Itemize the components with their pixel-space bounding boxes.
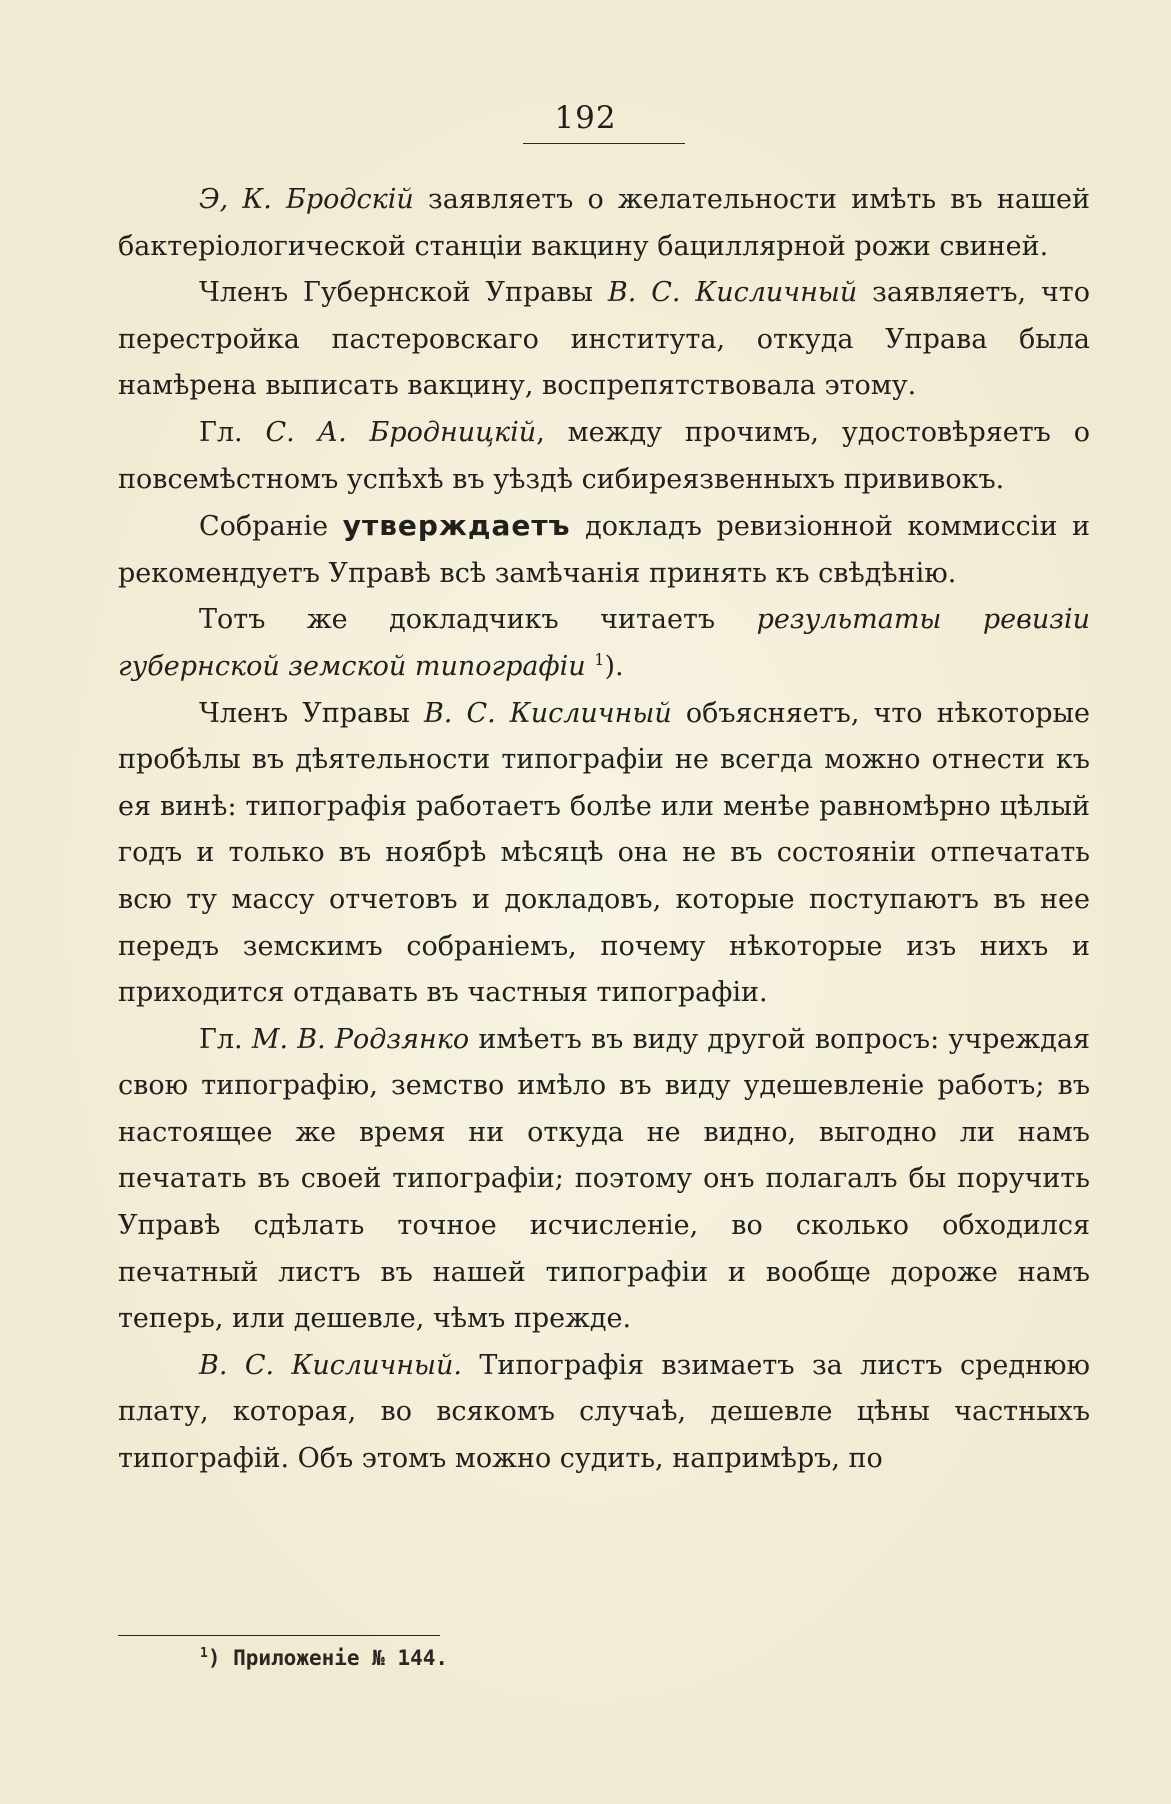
- paragraph-text: заявляетъ, что перестройка пастеровскаго института, откуда Управа была намѣрена выписать вакцину, воспрепятствовала этому.: [118, 277, 1090, 402]
- paragraph-text: Типографія взимаетъ за листъ среднюю плату, которая, во всякомъ случаѣ, дешевле цѣны частныхъ типографій. Объ этомъ можно судить, напримѣръ, по: [118, 1349, 1090, 1475]
- paragraph-lead: Гл.: [199, 1023, 252, 1055]
- footnote-rule: [118, 1635, 440, 1636]
- paragraph-kislichny-3: [118, 1343, 1090, 1483]
- paragraph-audit-report: [118, 597, 1090, 690]
- footnote-marker: 1: [200, 1646, 208, 1661]
- paragraph-text: объясняетъ, что нѣкоторые пробѣлы въ дѣятельности типографіи не всегда можно отнести къ ея винѣ: типографія работаетъ болѣе или менѣе равномѣрно цѣлый годъ и только въ ноябрѣ мѣсяцѣ она не въ состояніи отпечатать всю ту массу отчетовъ и докладовъ, которые поступаютъ въ нее передъ земскимъ собраніемъ, почему нѣкоторые изъ нихъ и приходится отдавать въ частныя типографіи.: [118, 697, 1090, 1009]
- paragraph-lead: Членъ Управы: [199, 697, 424, 729]
- speaker-name: В. С. Кисличный.: [199, 1349, 463, 1381]
- paragraph-text: докладъ ревизіонной коммиссіи и рекомендуетъ Управѣ всѣ замѣчанія принять къ свѣдѣнію.: [118, 511, 1090, 589]
- paragraph-kislichny-1: [118, 270, 1090, 410]
- speaker-name: Э, К. Бродскій: [199, 184, 414, 215]
- speaker-name: В. С. Кисличный: [607, 277, 858, 309]
- paragraph-lead: Тотъ же докладчикъ читаетъ: [199, 604, 757, 636]
- speaker-name: С. А. Бродницкій: [265, 416, 537, 448]
- paragraph-brodnitsky: [118, 410, 1090, 503]
- paragraph-lead: Собраніе: [199, 511, 343, 543]
- report-title: результаты ревизіи губернской земской типографіи: [118, 604, 1090, 682]
- paragraph-lead: Членъ Губернской Управы: [199, 277, 608, 309]
- paragraph-text: ).: [604, 650, 624, 682]
- footnote-reference: 1: [594, 649, 605, 669]
- paragraph-kislichny-2: [118, 691, 1090, 1017]
- header-rule: [523, 143, 685, 144]
- page-number: 192: [554, 100, 617, 136]
- paragraph-rodzyanko: [118, 1017, 1090, 1343]
- paragraph-text: заявляетъ о желательности имѣть въ нашей бактеріологической станціи вакцину бациллярной рожи свиней.: [118, 184, 1090, 262]
- body-text: [118, 177, 1090, 1483]
- paragraph-text: имѣетъ въ виду другой вопросъ: учреждая свою типографію, земство имѣло въ виду удешевленіе работъ; въ настоящее же время ни откуда не видно, выгодно ли намъ печатать въ своей типографіи; поэтому онъ полагалъ бы поручить Управѣ сдѣлать точное исчисленіе, во сколько обходился печатный листъ въ нашей типографіи и вообще дороже намъ теперь, или дешевле, чѣмъ прежде.: [118, 1023, 1090, 1335]
- speaker-name: В. С. Кисличный: [423, 697, 672, 729]
- footnote: [200, 1646, 448, 1670]
- paragraph-text: , между прочимъ, удостовѣряетъ о повсемѣстномъ успѣхѣ въ уѣздѣ сибиреязвенныхъ прививокъ.: [118, 416, 1090, 495]
- paragraph-brodsky: [118, 177, 1090, 270]
- paragraph-lead: Гл.: [199, 416, 266, 448]
- paragraph-resolution: [118, 503, 1090, 597]
- resolution-keyword: утверждаетъ: [342, 509, 571, 543]
- footnote-text: ) Приложеніе № 144.: [207, 1646, 449, 1670]
- speaker-name: М. В. Родзянко: [251, 1023, 470, 1055]
